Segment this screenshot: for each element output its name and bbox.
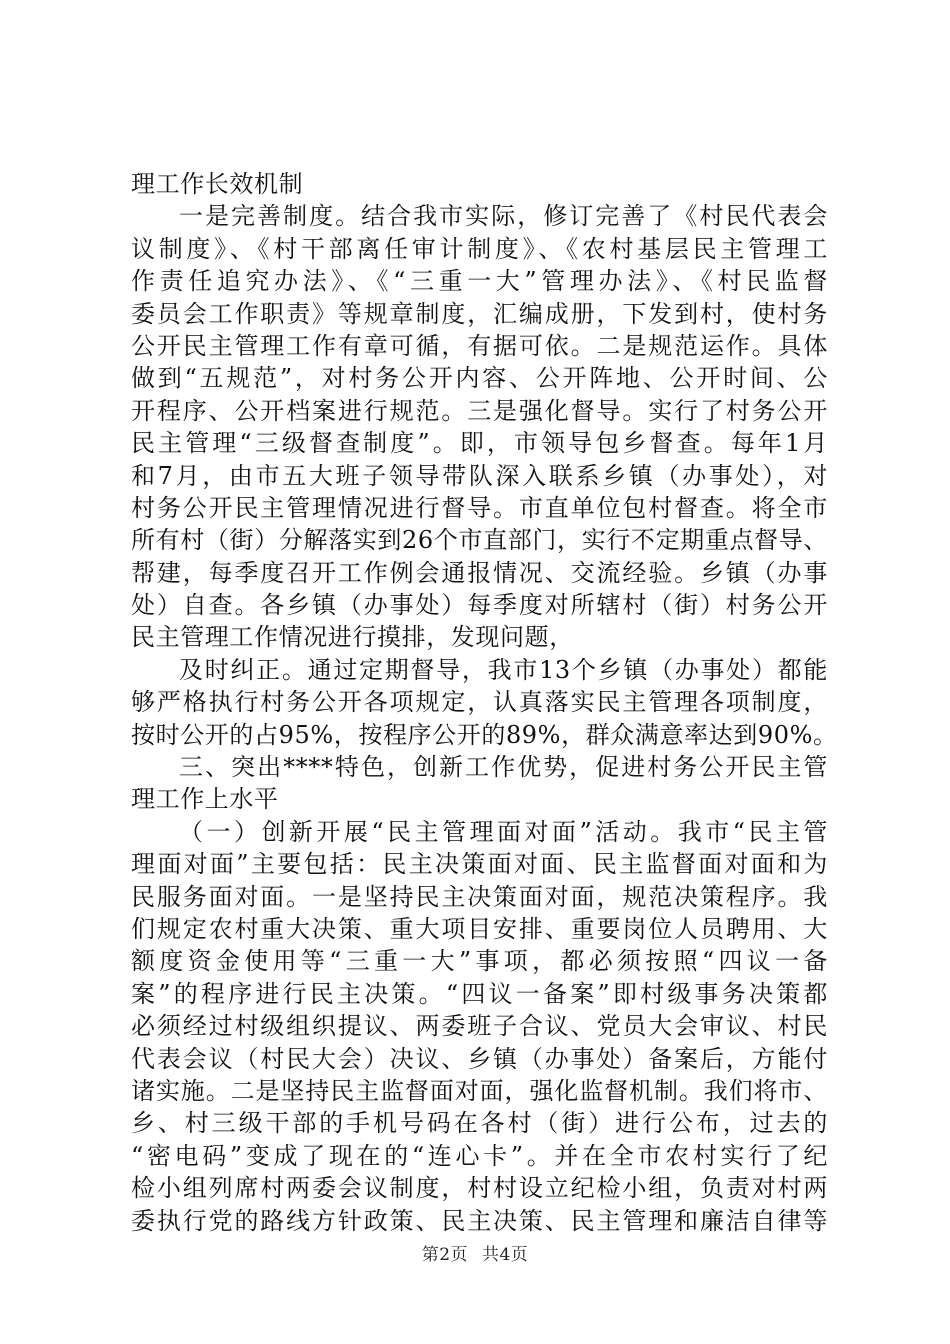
page-footer <box>0 1240 950 1265</box>
text-line: 理工作长效机制 <box>131 170 304 198</box>
text-line: 民主管理工作情况进行摸排，发现问题， <box>131 623 574 652</box>
text-line: 额度资金使用等“三重一大”事项，都必须按照“四议一备 <box>131 947 828 976</box>
text-line: 所有村（街）分解落实到26个市直部门，实行不定期重点督导、 <box>131 526 828 555</box>
text-line: 委执行党的路线方针政策、民主决策、民主管理和廉洁自律等 <box>131 1206 828 1235</box>
text-line: 作责任追究办法》、《“三重一大”管理办法》、《村民监督 <box>131 267 828 296</box>
text-line: 代表会议（村民大会）决议、乡镇（办事处）备案后，方能付 <box>131 1044 828 1073</box>
text-line: 检小组列席村两委会议制度，村村设立纪检小组，负责对村两 <box>131 1174 828 1203</box>
text-line: 够严格执行村务公开各项规定，认真落实民主管理各项制度， <box>131 688 828 717</box>
text-line: 民主管理“三级督查制度”。即，市领导包乡督查。每年1月 <box>131 429 828 458</box>
text-line: 公开民主管理工作有章可循，有据可依。二是规范运作。具体 <box>131 331 828 360</box>
document-body <box>131 168 838 1237</box>
page-total: 共4页 <box>481 1245 529 1265</box>
section-heading: 理工作上水平 <box>131 785 279 814</box>
text-line: 议制度》、《村干部离任审计制度》、《农村基层民主管理工 <box>131 234 828 263</box>
text-line: 帮建，每季度召开工作例会通报情况、交流经验。乡镇（办事 <box>131 558 828 587</box>
page-number: 第2页 <box>421 1245 469 1265</box>
text-line: 做到“五规范”，对村务公开内容、公开阵地、公开时间、公 <box>131 364 828 393</box>
text-line: 民服务面对面。一是坚持民主决策面对面，规范决策程序。我 <box>131 882 828 911</box>
text-line: 村务公开民主管理情况进行督导。市直单位包村督查。将全市 <box>131 493 828 522</box>
text-line: 理面对面”主要包括：民主决策面对面、民主监督面对面和为 <box>131 850 828 879</box>
text-line: 处）自查。各乡镇（办事处）每季度对所辖村（街）村务公开 <box>131 591 828 620</box>
text-line: 委员会工作职责》等规章制度，汇编成册，下发到村，使村务 <box>131 299 828 328</box>
text-line: 开程序、公开档案进行规范。三是强化督导。实行了村务公开 <box>131 396 828 425</box>
text-line: （一）创新开展“民主管理面对面”活动。我市“民主管 <box>179 817 828 846</box>
text-line: 一是完善制度。结合我市实际，修订完善了《村民代表会 <box>179 202 828 231</box>
text-line: 诸实施。二是坚持民主监督面对面，强化监督机制。我们将市、 <box>131 1076 828 1105</box>
text-line: 和7月，由市五大班子领导带队深入联系乡镇（办事处），对 <box>131 461 828 490</box>
text-line: 案”的程序进行民主决策。“四议一备案”即村级事务决策都 <box>131 979 828 1008</box>
text-line: 们规定农村重大决策、重大项目安排、重要岗位人员聘用、大 <box>131 914 828 943</box>
section-heading: 三、突出****特色，创新工作优势，促进村务公开民主管 <box>179 753 828 782</box>
text-line: “密电码”变成了现在的“连心卡”。并在全市农村实行了纪 <box>131 1141 828 1170</box>
text-line: 及时纠正。通过定期督导，我市13个乡镇（办事处）都能 <box>179 655 828 684</box>
text-line: 按时公开的占95%，按程序公开的89%，群众满意率达到90%。 <box>131 720 838 749</box>
text-line: 乡、村三级干部的手机号码在各村（街）进行公布，过去的 <box>131 1109 828 1138</box>
text-line: 必须经过村级组织提议、两委班子合议、党员大会审议、村民 <box>131 1012 828 1041</box>
